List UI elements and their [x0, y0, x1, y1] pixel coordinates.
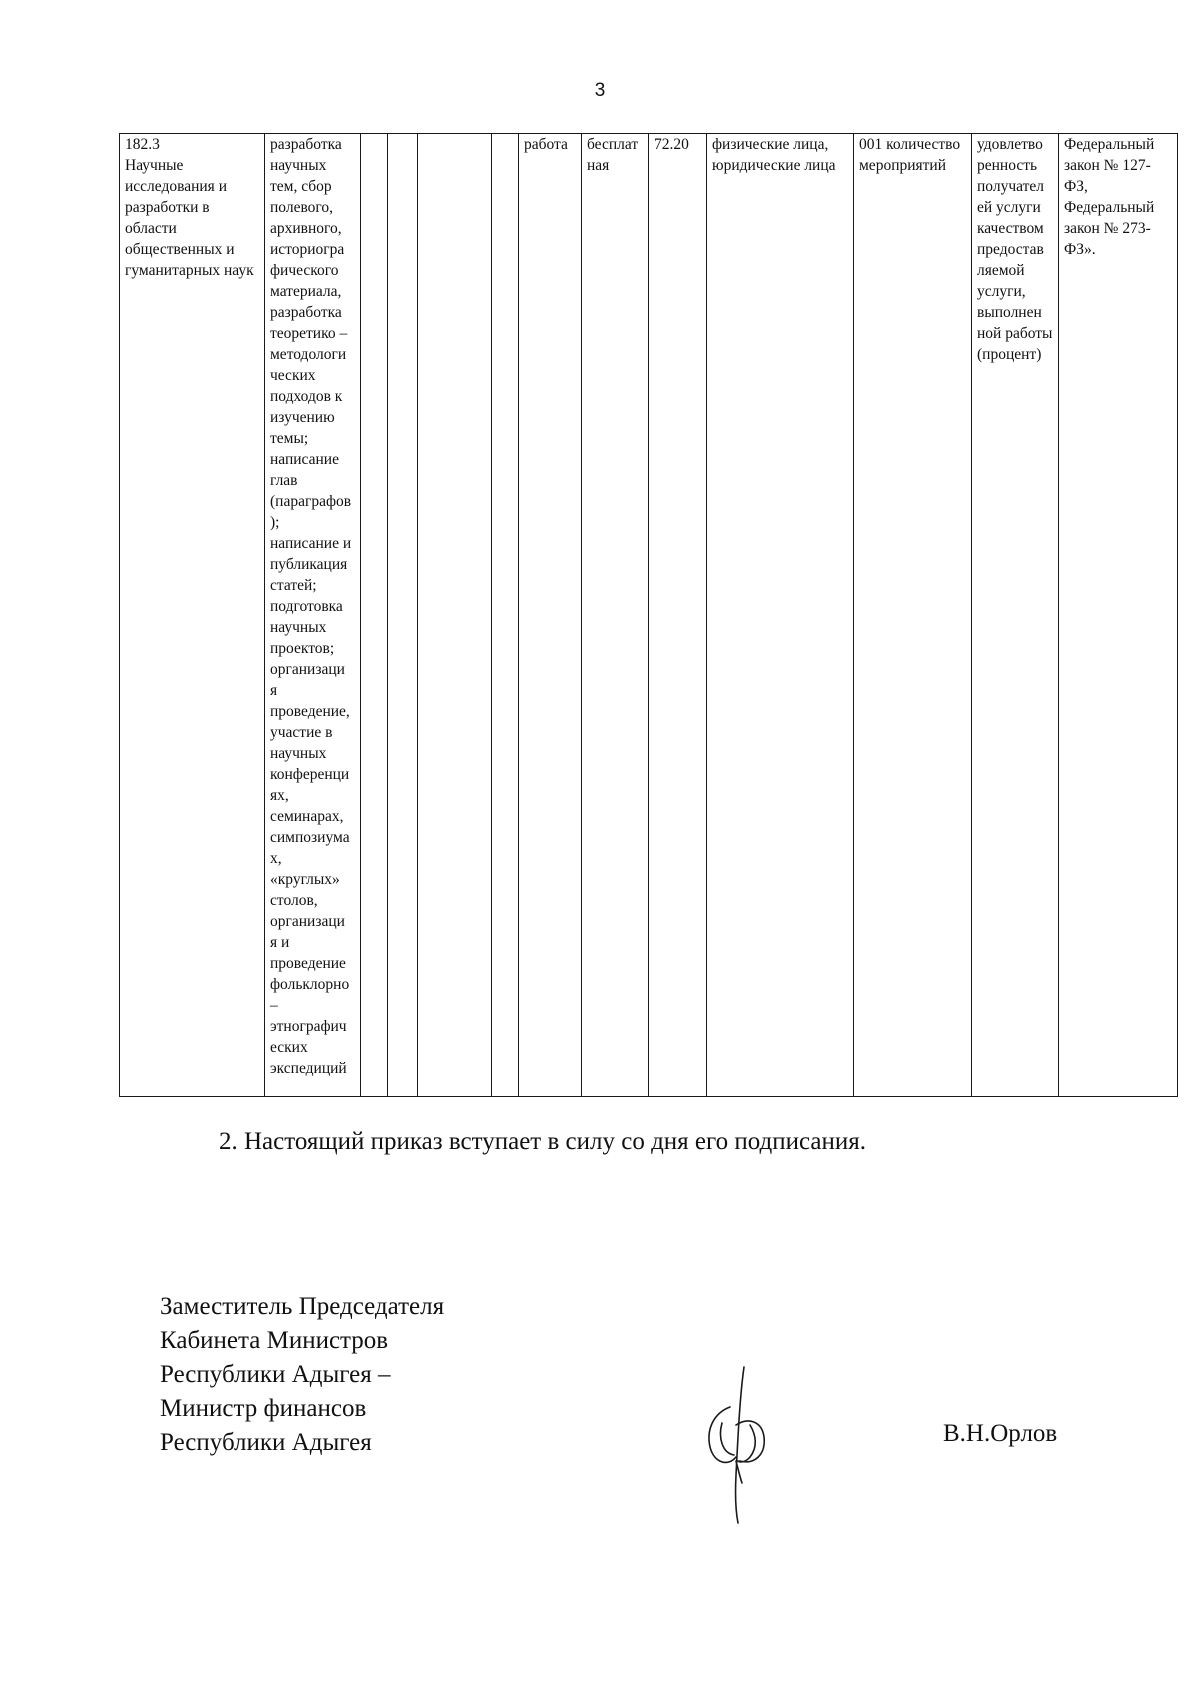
service-content-cell: [265, 134, 361, 1097]
signatory-title-line: Министр финансов: [160, 1395, 367, 1422]
service-type-cell: работа: [519, 134, 582, 1097]
quality-indicator-cell: удовлетво ренность получател ей услуги качеством предостав ляемой услуги, выполнен ной работы (процент): [972, 134, 1059, 1097]
page-number: 3: [594, 80, 606, 101]
volume-indicator-cell: 001 количество мероприятий: [854, 134, 972, 1097]
payment-cell: бесплат ная: [582, 134, 649, 1097]
empty-cell: [388, 134, 418, 1097]
signatory-title-line: Республики Адыгея –: [160, 1361, 391, 1388]
registry-table: [119, 133, 1178, 1097]
service-content: разработка научных тем, сбор полевого, архивного, историогра фического материала, разработка теоретико – методологи ческих подходов к изучению темы; написание глав (параграфов ); написание и публикация статей; подготовка научных проектов; организаци я проведение, участие в научных конференци ях, семинарах, симпозиума х, «круглых» столов, организаци я и проведение фольклорно – этнографич еских экспедиций: [270, 136, 352, 1077]
handwritten-signature: [700, 1365, 780, 1525]
signatory-title-line: Кабинета Министров: [160, 1327, 389, 1354]
consumers-cell: физические лица, юридические лица: [707, 134, 854, 1097]
signatory-title-line: Республики Адыгея: [160, 1429, 372, 1456]
signatory-title: [160, 1290, 444, 1460]
empty-cell: [418, 134, 492, 1097]
registry-number: 182.3: [125, 136, 160, 153]
signer-name: В.Н.Орлов: [943, 1420, 1058, 1447]
service-name-cell: [120, 134, 265, 1097]
service-name: Научные исследования и разработки в области общественных и гуманитарных наук: [125, 157, 254, 279]
signatory-title-line: Заместитель Председателя: [160, 1293, 445, 1320]
okved-code-cell: 72.20: [649, 134, 707, 1097]
empty-cell: [492, 134, 519, 1097]
order-clause: 2. Настоящий приказ вступает в силу со дня его подписания.: [219, 1128, 867, 1155]
empty-cell: [361, 134, 388, 1097]
table-row: [120, 134, 1178, 1097]
legal-basis-cell: Федеральный закон № 127-ФЗ, Федеральный закон № 273-ФЗ».: [1059, 134, 1178, 1097]
